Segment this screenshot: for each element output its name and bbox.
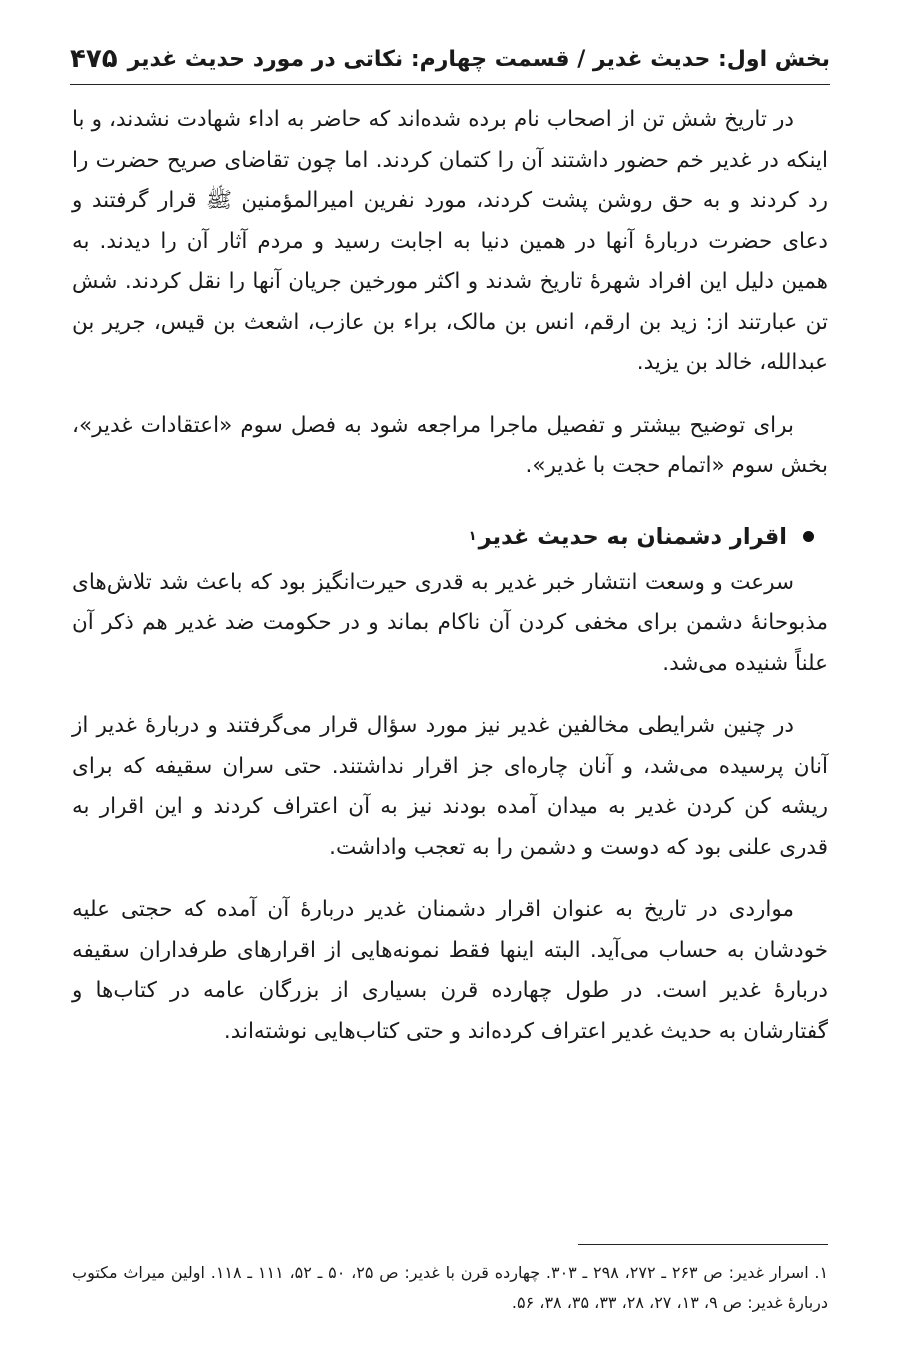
- running-header-title: بخش اول: حدیث غدیر / قسمت چهارم: نکاتی در مورد حدیث غدیر: [127, 46, 830, 72]
- footnote-reference[interactable]: ۱: [468, 528, 477, 544]
- bullet-icon: [803, 531, 814, 542]
- page-number: ۴۷۵: [70, 44, 118, 74]
- paragraph: مواردی در تاریخ به عنوان اقرار دشمنان غدیر دربارۀ آن آمده که حجتی علیه خودشان به حساب می‌آید. البته اینها فقط نمونه‌هایی از اقرارهای طرفداران سقیفه دربارۀ غدیر است. در طول چهارده قرن بسیاری از بزرگان عامه در کتاب‌ها و گفتارشان به حدیث غدیر اعتراف کرده‌اند و حتی کتاب‌هایی نوشته‌اند.: [72, 897, 828, 1044]
- running-header: [70, 34, 830, 85]
- footnote: ۱. اسرار غدیر: ص ۲۶۳ ـ ۲۷۲، ۲۹۸ ـ ۳۰۳. چهارده قرن با غدیر: ص ۲۵، ۵۰ ـ ۵۲، ۱۱۱ ـ ۱۱۸. اولین میراث مکتوب دربارۀ غدیر: ص ۹، ۱۳، ۲۷، ۲۸، ۳۳، ۳۵، ۳۸، ۵۶.: [72, 1263, 829, 1312]
- paragraph: برای توضیح بیشتر و تفصیل ماجرا مراجعه شود به فصل سوم «اعتقادات غدیر»، بخش سوم «اتمام حجت با غدیر».: [72, 412, 828, 478]
- footnote-divider: [578, 1244, 828, 1245]
- paragraph: در تاریخ شش تن از اصحاب نام برده شده‌اند که حاضر به اداء شهادت نشدند، و با اینکه در غدیر خم حضور داشتند آن را کتمان کردند. اما چون تقاضای صریح حضرت را رد کردند و به حق روشن پشت کردند، مورد نفرین امیرالمؤمنین ﷺ قرار گرفتند و دعای حضرت دربارۀ آنها در همین دنیا به اجابت رسید و مردم آثار آن را دیدند. به همین دلیل این افراد شهرۀ تاریخ شدند و اکثر مورخین جریان آنها را نقل کردند. شش تن عبارتند از: زید بن ارقم، انس بن مالک، براء بن عازب، اشعث بن قیس، جریر بن عبدالله، خالد بن یزید.: [72, 107, 828, 375]
- paragraph: سرعت و وسعت انتشار خبر غدیر به قدری حیرت‌انگیز بود که باعث شد تلاش‌های مذبوحانۀ دشمن برای مخفی کردن آن ناکام بماند و در حکومت ضد غدیر هم ذکر آن علناً شنیده می‌شد.: [72, 569, 828, 676]
- section-heading-text: اقرار دشمنان به حدیث غدیر: [478, 523, 787, 550]
- page-body: [72, 100, 828, 1074]
- section-heading: [72, 517, 828, 557]
- paragraph: در چنین شرایطی مخالفین غدیر نیز مورد سؤال قرار می‌گرفتند و دربارۀ غدیر از آنان پرسیده می‌شد، و آنان چاره‌ای جز اقرار نداشتند. حتی سران سقیفه که برای ریشه کن کردن غدیر به میدان آمده بودند نیز به آن اعتراف کردند و این اقرار به قدری علنی بود که دوست و دشمن را به تعجب واداشت.: [72, 713, 828, 860]
